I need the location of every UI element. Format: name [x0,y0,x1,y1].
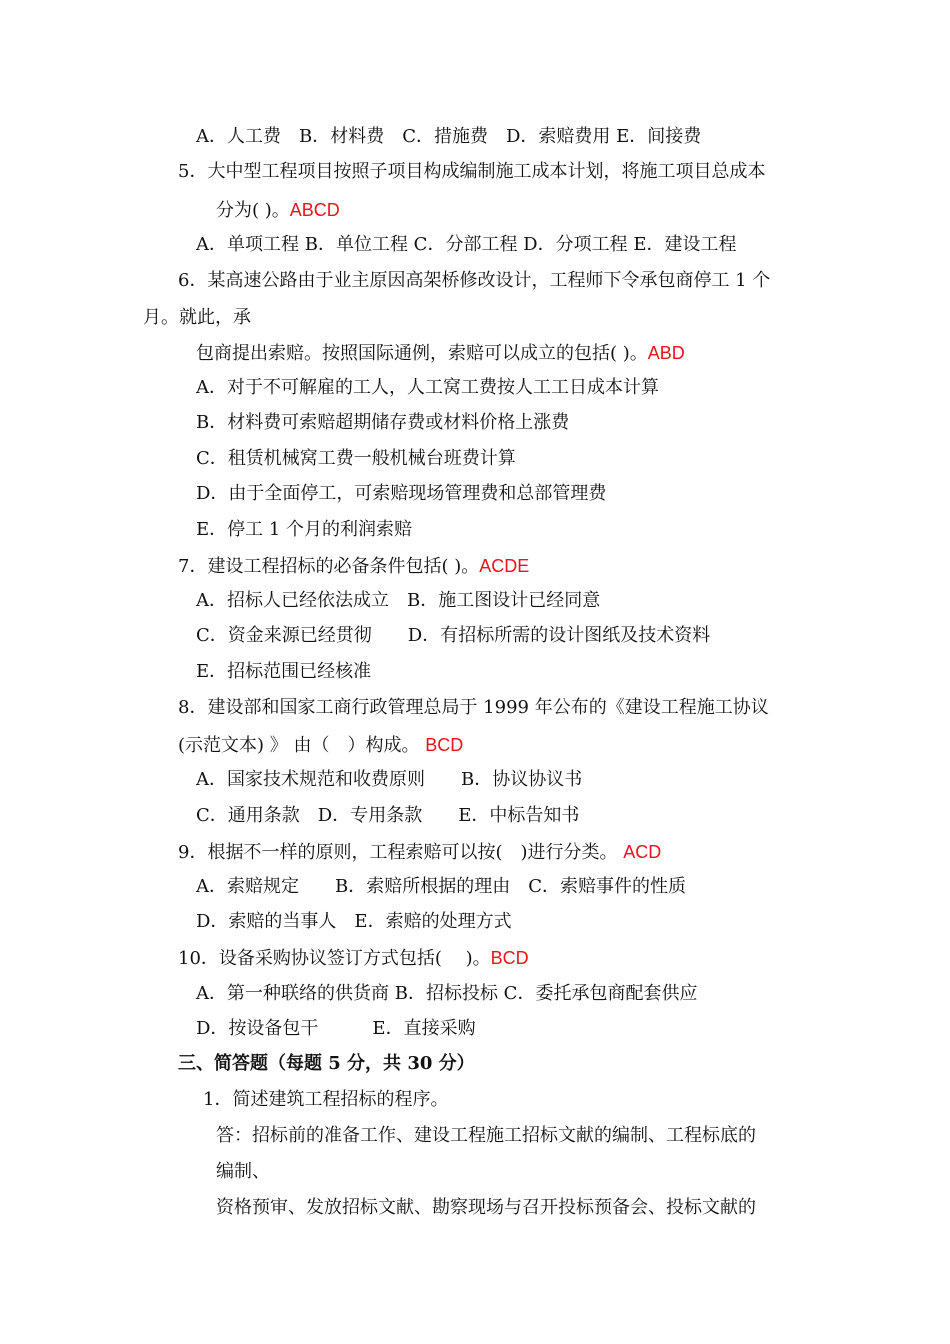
q7-options-cd: C．资金来源已经贯彻 D．有招标所需的设计图纸及技术资料 [196,625,711,646]
q6-question-cont: 月。就此，承 [143,307,251,328]
q4-options: A．人工费 B．材料费 C．措施费 D．索赔费用 E．间接费 [196,126,702,147]
q5-options: A．单项工程 B．单位工程 C．分部工程 D．分项工程 E．建设工程 [196,234,737,255]
q5-question: 5．大中型工程项目按照子项目构成编制施工成本计划，将施工项目总成本 [178,161,766,182]
q5-question-cont: 分为( )。ABCD [216,200,340,221]
sa-q1-answer-line3: 资格预审、发放招标文献、勘察现场与召开投标预备会、投标文献的 [216,1197,756,1218]
section-heading-short-answer: 三、简答题（每题 5 分，共 30 分） [178,1053,475,1074]
q8-question-cont: (示范文本) 》 由（ ）构成。 BCD [178,735,464,756]
q6-question-cont2: 包商提出索赔。按照国际通例，索赔可以成立的包括( )。ABD [196,343,685,364]
q10-options-abc: A．第一种联络的供货商 B．招标投标 C．委托承包商配套供应 [196,983,698,1004]
sa-q1-answer-line1: 答：招标前的准备工作、建设工程施工招标文献的编制、工程标底的 [216,1125,756,1146]
q6-option-b: B．材料费可索赔超期储存费或材料价格上涨费 [196,412,570,433]
q7-answer: ACDE [479,556,530,576]
sa-q1-question: 1．简述建筑工程招标的程序。 [203,1089,449,1110]
q9-options-de: D．索赔的当事人 E．索赔的处理方式 [196,911,512,932]
q6-option-a: A．对于不可解雇的工人，人工窝工费按人工工日成本计算 [196,377,659,398]
q8-answer: BCD [425,735,464,755]
q6-option-e: E．停工 1 个月的利润索赔 [196,519,413,540]
q6-option-d: D．由于全面停工，可索赔现场管理费和总部管理费 [196,483,607,504]
q9-question: 9．根据不一样的原则，工程索赔可以按( )进行分类。 ACD [178,842,662,863]
q7-question: 7．建设工程招标的必备条件包括( )。ACDE [178,556,530,577]
q10-question: 10．设备采购协议签订方式包括( )。BCD [178,948,529,969]
q8-options-ab: A．国家技术规范和收费原则 B．协议协议书 [196,769,583,790]
q5-answer: ABCD [289,200,340,220]
q9-options-abc: A．索赔规定 B．索赔所根据的理由 C．索赔事件的性质 [196,876,686,897]
q8-question: 8．建设部和国家工商行政管理总局于 1999 年公布的《建设工程施工协议 [178,697,769,718]
q6-answer: ABD [647,343,685,363]
q6-option-c: C．租赁机械窝工费一般机械台班费计算 [196,448,516,469]
q6-question: 6．某高速公路由于业主原因高架桥修改设计，工程师下令承包商停工 1 个 [178,270,771,291]
q7-options-ab: A．招标人已经依法成立 B．施工图设计已经同意 [196,590,601,611]
sa-q1-answer-line2: 编制、 [216,1161,270,1182]
q10-answer: BCD [490,948,529,968]
q9-answer: ACD [623,842,662,862]
q10-options-de: D．按设备包干 E．直接采购 [196,1018,476,1039]
q7-option-e: E．招标范围已经核准 [196,661,372,682]
q8-options-cde: C．通用条款 D．专用条款 E．中标告知书 [196,805,580,826]
